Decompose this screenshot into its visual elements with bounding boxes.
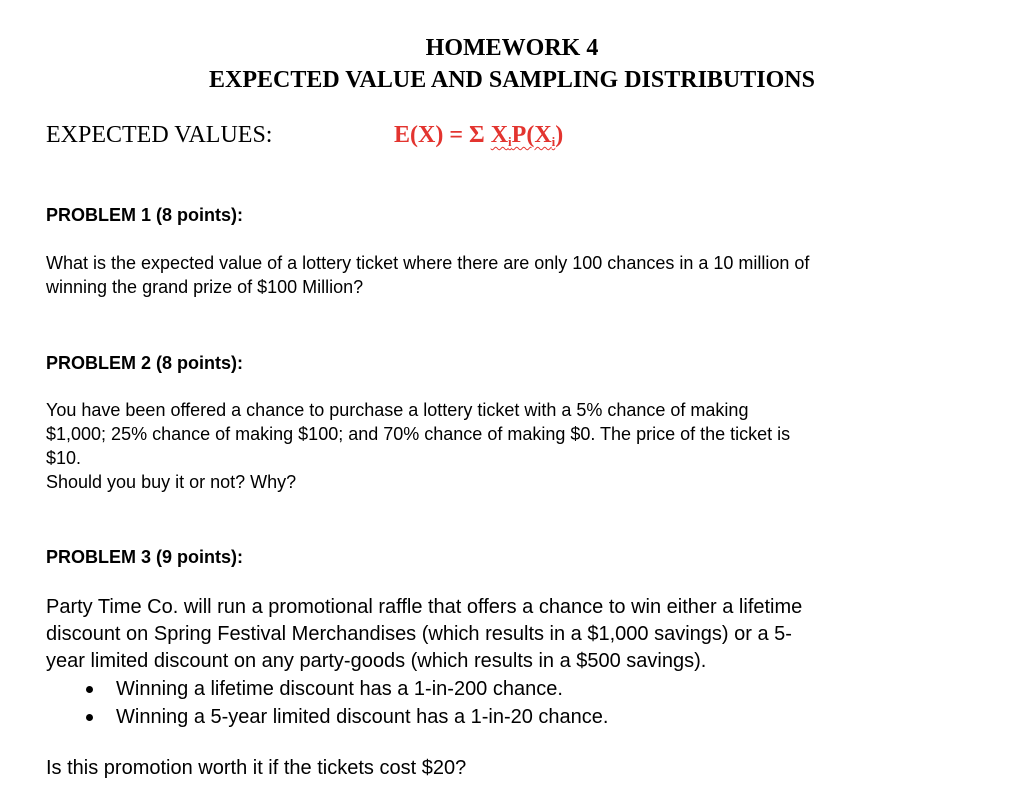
- problem-2-line: $1,000; 25% chance of making $100; and 70% chance of making $0. The price of the ticket is: [46, 424, 791, 444]
- formula-close-paren: ): [555, 122, 564, 148]
- problem-3-body: [46, 594, 802, 675]
- formula-p: P(X: [511, 122, 552, 148]
- bullet-dot-icon: [86, 714, 93, 721]
- problem-1-line: What is the expected value of a lottery ticket where there are only 100 chances in a 10 million of: [46, 253, 810, 273]
- problem-1-heading: PROBLEM 1 (8 points):: [46, 205, 243, 225]
- problem-2-line: Should you buy it or not? Why?: [46, 472, 297, 492]
- problem-3-line: Party Time Co. will run a promotional raffle that offers a chance to win either a lifetime: [46, 596, 803, 618]
- problem-3-heading: PROBLEM 3 (9 points):: [46, 547, 243, 567]
- problem-2-line: You have been offered a chance to purchase a lottery ticket with a 5% chance of making: [46, 400, 749, 420]
- bullet-text: Winning a 5-year limited discount has a 1-in-20 chance.: [116, 706, 609, 728]
- formula-x: X: [490, 122, 509, 148]
- problem-2-body: [46, 398, 790, 494]
- list-item: [82, 675, 608, 703]
- bullet-dot-icon: [86, 686, 93, 693]
- problem-3-line: discount on Spring Festival Merchandises (which results in a $1,000 savings) or a 5-: [46, 623, 792, 645]
- list-item: [82, 703, 608, 731]
- expected-values-label: EXPECTED VALUES:: [46, 122, 273, 148]
- problem-3-line: year limited discount on any party-goods (which results in a $500 savings).: [46, 650, 707, 672]
- problem-3-bullet-list: [82, 675, 608, 731]
- formula-lhs: E(X) = Σ: [394, 122, 491, 148]
- document-subtitle: EXPECTED VALUE AND SAMPLING DISTRIBUTIONS: [209, 67, 815, 93]
- problem-3-question: Is this promotion worth it if the tickets cost $20?: [46, 757, 467, 779]
- problem-2-heading: PROBLEM 2 (8 points):: [46, 353, 243, 373]
- bullet-text: Winning a lifetime discount has a 1-in-200 chance.: [116, 678, 563, 700]
- problem-2-line: $10.: [46, 448, 82, 468]
- expected-value-formula: [394, 120, 563, 150]
- problem-1-body: [46, 251, 809, 299]
- formula-subscript-i: i: [508, 134, 512, 149]
- formula-subscript-i-2: i: [551, 134, 556, 149]
- problem-1-line: winning the grand prize of $100 Million?: [46, 277, 364, 297]
- formula-sum-term: [491, 122, 556, 148]
- document-title: HOMEWORK 4: [425, 35, 599, 61]
